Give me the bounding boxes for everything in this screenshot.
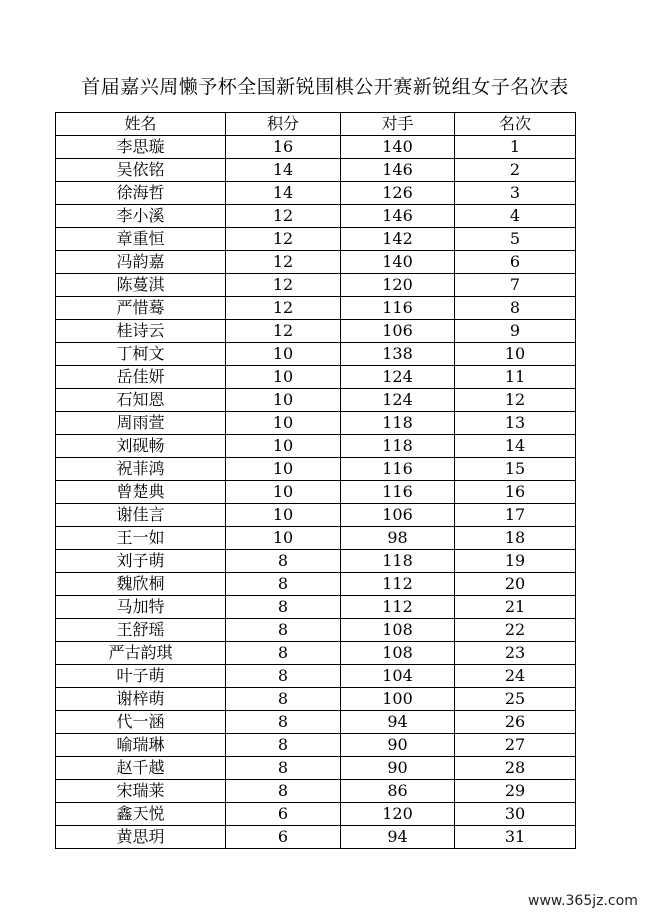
table-row [56,619,576,642]
opponent-cell: 108 [341,619,455,642]
score-cell: 16 [226,136,341,159]
name-cell: 王一如 [56,527,226,550]
rank-cell: 24 [455,665,576,688]
opponent-cell: 94 [341,826,455,849]
table-header-row [56,113,576,136]
name-cell: 宋瑞莱 [56,780,226,803]
score-cell: 8 [226,619,341,642]
opponent-cell: 118 [341,550,455,573]
opponent-cell: 118 [341,412,455,435]
table-row [56,550,576,573]
name-cell: 周雨萱 [56,412,226,435]
opponent-cell: 120 [341,274,455,297]
name-cell: 代一涵 [56,711,226,734]
opponent-cell: 100 [341,688,455,711]
score-cell: 12 [226,274,341,297]
opponent-cell: 86 [341,780,455,803]
table-row [56,458,576,481]
score-cell: 8 [226,596,341,619]
page-title: 首届嘉兴周懒予杯全国新锐围棋公开赛新锐组女子名次表 [81,76,569,98]
name-cell: 吴依铭 [56,159,226,182]
score-cell: 8 [226,757,341,780]
score-cell: 8 [226,550,341,573]
table-row [56,136,576,159]
table-row [56,320,576,343]
name-cell: 刘砚畅 [56,435,226,458]
name-cell: 李思璇 [56,136,226,159]
table-row [56,780,576,803]
rank-cell: 8 [455,297,576,320]
name-cell: 刘子萌 [56,550,226,573]
table-row [56,573,576,596]
table-row [56,642,576,665]
score-cell: 10 [226,504,341,527]
opponent-cell: 116 [341,297,455,320]
name-cell: 谢佳言 [56,504,226,527]
name-cell: 石知恩 [56,389,226,412]
rank-cell: 26 [455,711,576,734]
name-cell: 严惜蓦 [56,297,226,320]
rank-cell: 11 [455,366,576,389]
score-cell: 8 [226,711,341,734]
name-cell: 徐海哲 [56,182,226,205]
table-row [56,711,576,734]
rank-cell: 14 [455,435,576,458]
name-cell: 桂诗云 [56,320,226,343]
rank-cell: 28 [455,757,576,780]
table-row [56,182,576,205]
score-cell: 12 [226,297,341,320]
rank-cell: 15 [455,458,576,481]
rank-cell: 21 [455,596,576,619]
score-cell: 12 [226,228,341,251]
rank-cell: 1 [455,136,576,159]
opponent-cell: 90 [341,734,455,757]
rank-cell: 5 [455,228,576,251]
rank-cell: 3 [455,182,576,205]
rank-cell: 7 [455,274,576,297]
table-row [56,274,576,297]
table-row [56,527,576,550]
score-cell: 8 [226,573,341,596]
rank-cell: 17 [455,504,576,527]
score-cell: 10 [226,412,341,435]
rank-cell: 6 [455,251,576,274]
opponent-cell: 116 [341,458,455,481]
header-rank: 名次 [455,113,576,136]
name-cell: 祝菲鸿 [56,458,226,481]
table-row [56,205,576,228]
opponent-cell: 94 [341,711,455,734]
opponent-cell: 108 [341,642,455,665]
opponent-cell: 118 [341,435,455,458]
table-row [56,734,576,757]
name-cell: 岳佳妍 [56,366,226,389]
rank-cell: 30 [455,803,576,826]
score-cell: 12 [226,251,341,274]
opponent-cell: 140 [341,251,455,274]
score-cell: 10 [226,343,341,366]
table-row [56,481,576,504]
name-cell: 喻瑞琳 [56,734,226,757]
score-cell: 10 [226,389,341,412]
name-cell: 冯韵嘉 [56,251,226,274]
score-cell: 10 [226,435,341,458]
table-row [56,251,576,274]
watermark: www.365jz.com [528,893,638,909]
opponent-cell: 146 [341,205,455,228]
opponent-cell: 112 [341,573,455,596]
score-cell: 10 [226,527,341,550]
rank-cell: 4 [455,205,576,228]
score-cell: 8 [226,688,341,711]
rank-cell: 31 [455,826,576,849]
name-cell: 章重恒 [56,228,226,251]
score-cell: 14 [226,159,341,182]
opponent-cell: 112 [341,596,455,619]
name-cell: 魏欣桐 [56,573,226,596]
name-cell: 黄思玥 [56,826,226,849]
header-name: 姓名 [56,113,226,136]
table-row [56,228,576,251]
rank-cell: 9 [455,320,576,343]
table-row [56,504,576,527]
table-row [56,688,576,711]
table-row [56,389,576,412]
table-row [56,159,576,182]
table-row [56,665,576,688]
score-cell: 6 [226,826,341,849]
table-row [56,412,576,435]
header-opponent: 对手 [341,113,455,136]
name-cell: 王舒瑶 [56,619,226,642]
opponent-cell: 116 [341,481,455,504]
rank-cell: 23 [455,642,576,665]
rank-cell: 20 [455,573,576,596]
opponent-cell: 142 [341,228,455,251]
ranking-table [55,112,576,849]
rank-cell: 12 [455,389,576,412]
opponent-cell: 138 [341,343,455,366]
name-cell: 赵千越 [56,757,226,780]
name-cell: 李小溪 [56,205,226,228]
name-cell: 严古韵琪 [56,642,226,665]
opponent-cell: 106 [341,320,455,343]
table-row [56,435,576,458]
score-cell: 12 [226,320,341,343]
table-row [56,343,576,366]
rank-cell: 16 [455,481,576,504]
opponent-cell: 106 [341,504,455,527]
table-row [56,366,576,389]
score-cell: 14 [226,182,341,205]
rank-cell: 18 [455,527,576,550]
rank-cell: 25 [455,688,576,711]
table-row [56,596,576,619]
score-cell: 12 [226,205,341,228]
name-cell: 马加特 [56,596,226,619]
opponent-cell: 90 [341,757,455,780]
score-cell: 8 [226,734,341,757]
opponent-cell: 98 [341,527,455,550]
opponent-cell: 140 [341,136,455,159]
score-cell: 10 [226,366,341,389]
rank-cell: 2 [455,159,576,182]
opponent-cell: 124 [341,389,455,412]
table-row [56,803,576,826]
header-score: 积分 [226,113,341,136]
opponent-cell: 104 [341,665,455,688]
rank-cell: 13 [455,412,576,435]
name-cell: 叶子萌 [56,665,226,688]
name-cell: 鑫天悦 [56,803,226,826]
score-cell: 6 [226,803,341,826]
name-cell: 丁柯文 [56,343,226,366]
score-cell: 10 [226,481,341,504]
table-row [56,297,576,320]
opponent-cell: 126 [341,182,455,205]
table-row [56,757,576,780]
rank-cell: 10 [455,343,576,366]
name-cell: 陈蔓淇 [56,274,226,297]
opponent-cell: 120 [341,803,455,826]
score-cell: 10 [226,458,341,481]
rank-cell: 19 [455,550,576,573]
name-cell: 曾楚典 [56,481,226,504]
score-cell: 8 [226,642,341,665]
opponent-cell: 124 [341,366,455,389]
rank-cell: 27 [455,734,576,757]
table-row [56,826,576,849]
opponent-cell: 146 [341,159,455,182]
score-cell: 8 [226,780,341,803]
rank-cell: 22 [455,619,576,642]
rank-cell: 29 [455,780,576,803]
name-cell: 谢梓萌 [56,688,226,711]
score-cell: 8 [226,665,341,688]
